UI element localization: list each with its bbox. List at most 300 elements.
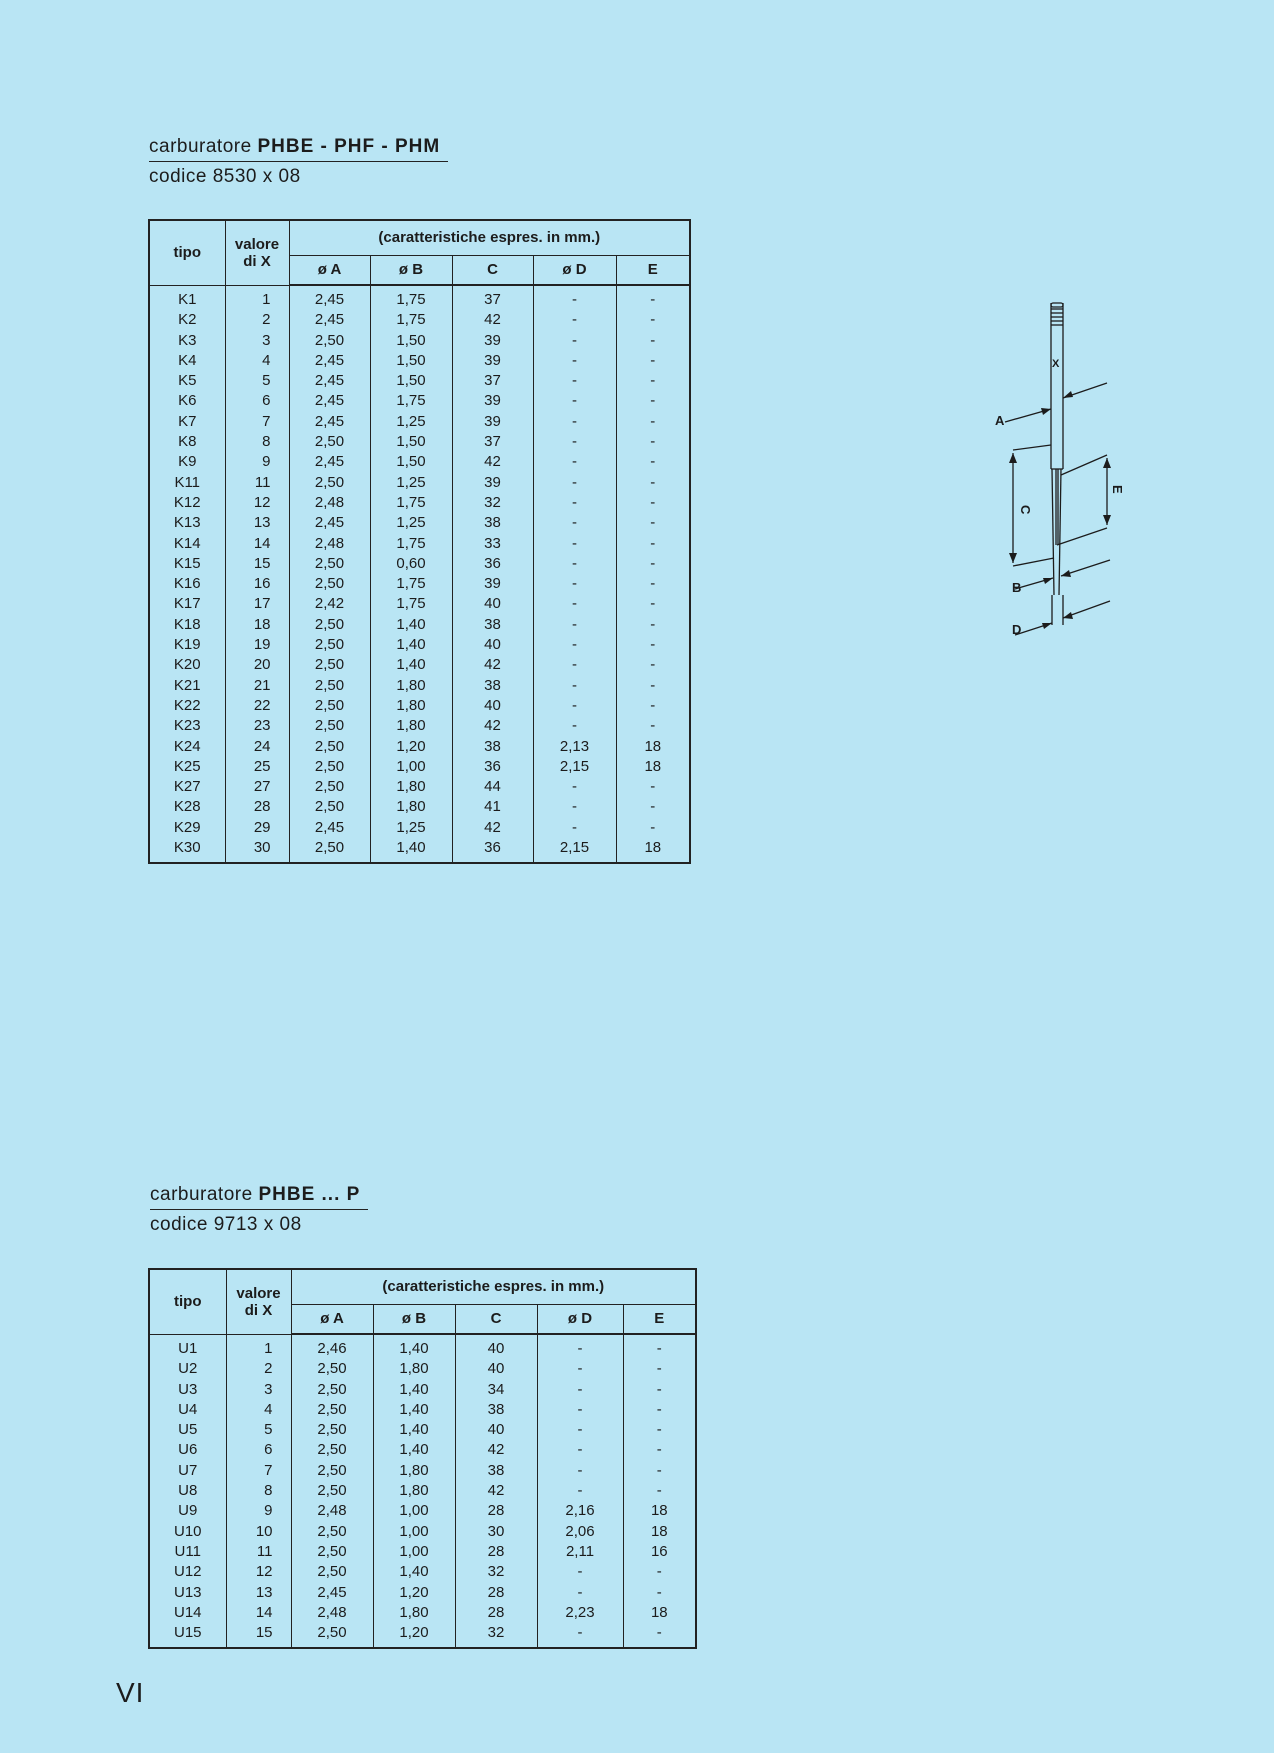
cell-valore-x: 11 — [225, 473, 289, 493]
cell-tipo: K9 — [149, 452, 225, 472]
cell-valore-x: 25 — [225, 757, 289, 777]
header-c: C — [455, 1304, 537, 1334]
cell-c: 28 — [455, 1603, 537, 1623]
cell-a: 2,50 — [289, 737, 370, 757]
cell-e: - — [623, 1400, 696, 1420]
cell-valore-x: 15 — [225, 554, 289, 574]
table-row — [149, 473, 690, 493]
cell-b: 1,40 — [373, 1420, 455, 1440]
cell-tipo: K6 — [149, 391, 225, 411]
needle-table-k — [148, 219, 691, 864]
cell-tipo: K25 — [149, 757, 225, 777]
cell-e: - — [616, 676, 690, 696]
header-b: ø B — [370, 255, 452, 285]
cell-d: - — [537, 1481, 623, 1501]
table-row — [149, 1501, 696, 1521]
cell-c: 41 — [452, 797, 533, 817]
table-row — [149, 391, 690, 411]
cell-tipo: K7 — [149, 412, 225, 432]
cell-e: - — [616, 310, 690, 330]
cell-c: 36 — [452, 838, 533, 863]
cell-c: 36 — [452, 757, 533, 777]
cell-a: 2,45 — [289, 285, 370, 310]
cell-tipo: K11 — [149, 473, 225, 493]
dimension-e — [1057, 455, 1107, 545]
cell-d: 2,23 — [537, 1603, 623, 1623]
cell-a: 2,50 — [291, 1420, 373, 1440]
cell-b: 1,50 — [370, 331, 452, 351]
cell-valore-x: 14 — [225, 534, 289, 554]
cell-valore-x: 1 — [225, 285, 289, 310]
cell-c: 34 — [455, 1380, 537, 1400]
cell-c: 28 — [455, 1542, 537, 1562]
cell-tipo: U6 — [149, 1440, 226, 1460]
cell-c: 39 — [452, 574, 533, 594]
cell-e: 18 — [616, 757, 690, 777]
header-valore: valore di X — [225, 220, 289, 285]
cell-tipo: U10 — [149, 1522, 226, 1542]
cell-d: - — [533, 797, 616, 817]
cell-a: 2,48 — [289, 493, 370, 513]
cell-e: - — [616, 635, 690, 655]
header-group: (caratteristiche espres. in mm.) — [291, 1269, 696, 1304]
cell-d: - — [533, 574, 616, 594]
table-row — [149, 797, 690, 817]
cell-a: 2,50 — [291, 1542, 373, 1562]
page-number: VI — [116, 1677, 145, 1708]
cell-a: 2,50 — [291, 1481, 373, 1501]
cell-c: 44 — [452, 777, 533, 797]
cell-c: 33 — [452, 534, 533, 554]
header-d: ø D — [537, 1304, 623, 1334]
cell-valore-x: 30 — [225, 838, 289, 863]
cell-a: 2,50 — [289, 838, 370, 863]
cell-a: 2,50 — [291, 1562, 373, 1582]
cell-tipo: K29 — [149, 818, 225, 838]
cell-a: 2,45 — [289, 391, 370, 411]
cell-valore-x: 1 — [226, 1334, 291, 1359]
cell-a: 2,48 — [291, 1501, 373, 1521]
cell-c: 38 — [455, 1461, 537, 1481]
cell-valore-x: 16 — [225, 574, 289, 594]
cell-b: 1,80 — [373, 1359, 455, 1379]
cell-c: 42 — [455, 1481, 537, 1501]
cell-d: - — [533, 493, 616, 513]
cell-tipo: U9 — [149, 1501, 226, 1521]
cell-b: 1,00 — [370, 757, 452, 777]
cell-c: 38 — [452, 513, 533, 533]
cell-tipo: K16 — [149, 574, 225, 594]
table-row — [149, 1522, 696, 1542]
cell-e: 18 — [623, 1501, 696, 1521]
cell-d: - — [533, 285, 616, 310]
cell-a: 2,50 — [291, 1400, 373, 1420]
table-row — [149, 1623, 696, 1648]
cell-e: - — [616, 574, 690, 594]
header-a: ø A — [289, 255, 370, 285]
table-row — [149, 1440, 696, 1460]
cell-e: 16 — [623, 1542, 696, 1562]
cell-c: 42 — [452, 452, 533, 472]
cell-e: - — [616, 412, 690, 432]
cell-d: - — [537, 1461, 623, 1481]
table-row — [149, 554, 690, 574]
cell-a: 2,50 — [289, 777, 370, 797]
cell-tipo: K5 — [149, 371, 225, 391]
table-row — [149, 452, 690, 472]
table-row — [149, 371, 690, 391]
table-row — [149, 1359, 696, 1379]
cell-e: - — [616, 594, 690, 614]
cell-c: 37 — [452, 371, 533, 391]
cell-b: 1,50 — [370, 351, 452, 371]
cell-a: 2,50 — [289, 635, 370, 655]
cell-tipo: U13 — [149, 1583, 226, 1603]
cell-b: 1,80 — [373, 1481, 455, 1501]
cell-e: - — [616, 351, 690, 371]
label-d: D — [1012, 622, 1022, 637]
cell-tipo: K20 — [149, 655, 225, 675]
cell-b: 1,20 — [373, 1623, 455, 1648]
table-row — [149, 285, 690, 310]
cell-d: 2,16 — [537, 1501, 623, 1521]
cell-a: 2,45 — [289, 310, 370, 330]
table-row — [149, 1420, 696, 1440]
cell-tipo: K19 — [149, 635, 225, 655]
table-row — [149, 310, 690, 330]
cell-d: - — [537, 1562, 623, 1582]
dimension-d — [1015, 595, 1110, 635]
cell-d: - — [533, 432, 616, 452]
table-row — [149, 676, 690, 696]
cell-e: - — [616, 391, 690, 411]
cell-a: 2,50 — [289, 574, 370, 594]
cell-e: 18 — [623, 1522, 696, 1542]
cell-d: - — [533, 371, 616, 391]
cell-c: 40 — [452, 696, 533, 716]
table-row — [149, 594, 690, 614]
cell-tipo: K13 — [149, 513, 225, 533]
table-row — [149, 696, 690, 716]
label-b: B — [1012, 580, 1022, 595]
cell-b: 1,25 — [370, 818, 452, 838]
cell-c: 40 — [455, 1420, 537, 1440]
cell-d: 2,11 — [537, 1542, 623, 1562]
section1-code: codice 8530 x 08 — [149, 166, 301, 187]
table-row — [149, 493, 690, 513]
cell-a: 2,50 — [289, 716, 370, 736]
cell-e: - — [616, 432, 690, 452]
cell-c: 42 — [452, 716, 533, 736]
dimension-b — [1015, 560, 1110, 589]
cell-valore-x: 5 — [226, 1420, 291, 1440]
cell-tipo: U5 — [149, 1420, 226, 1440]
cell-a: 2,45 — [289, 513, 370, 533]
cell-d: - — [537, 1440, 623, 1460]
cell-b: 1,40 — [373, 1562, 455, 1582]
cell-b: 1,40 — [370, 655, 452, 675]
cell-valore-x: 7 — [226, 1461, 291, 1481]
cell-d: - — [533, 696, 616, 716]
cell-valore-x: 4 — [226, 1400, 291, 1420]
cell-a: 2,45 — [289, 371, 370, 391]
dimension-a — [1005, 383, 1107, 422]
label-x: X — [1052, 358, 1060, 370]
cell-valore-x: 7 — [225, 412, 289, 432]
cell-e: - — [616, 473, 690, 493]
cell-b: 1,25 — [370, 513, 452, 533]
cell-e: - — [616, 716, 690, 736]
cell-d: - — [533, 391, 616, 411]
cell-b: 1,40 — [370, 615, 452, 635]
cell-b: 1,40 — [373, 1440, 455, 1460]
table-row — [149, 1334, 696, 1359]
cell-b: 1,80 — [370, 676, 452, 696]
header-b: ø B — [373, 1304, 455, 1334]
cell-c: 38 — [455, 1400, 537, 1420]
cell-b: 1,80 — [370, 696, 452, 716]
cell-d: 2,15 — [533, 838, 616, 863]
cell-valore-x: 24 — [225, 737, 289, 757]
cell-b: 1,75 — [370, 534, 452, 554]
cell-valore-x: 8 — [225, 432, 289, 452]
cell-a: 2,48 — [291, 1603, 373, 1623]
cell-a: 2,45 — [289, 818, 370, 838]
section1-models: PHBE - PHF - PHM — [257, 136, 441, 157]
cell-d: - — [533, 676, 616, 696]
cell-a: 2,50 — [291, 1522, 373, 1542]
cell-b: 1,80 — [373, 1603, 455, 1623]
cell-e: - — [623, 1583, 696, 1603]
cell-c: 32 — [455, 1562, 537, 1582]
cell-b: 1,40 — [373, 1380, 455, 1400]
cell-valore-x: 18 — [225, 615, 289, 635]
label-c: C — [1018, 505, 1033, 515]
cell-c: 32 — [452, 493, 533, 513]
cell-d: - — [533, 818, 616, 838]
cell-valore-x: 6 — [225, 391, 289, 411]
cell-b: 1,20 — [370, 737, 452, 757]
cell-b: 1,75 — [370, 574, 452, 594]
section2-title: carburatore PHBE ... P — [150, 1184, 368, 1210]
header-e: E — [616, 255, 690, 285]
cell-tipo: K8 — [149, 432, 225, 452]
cell-tipo: U8 — [149, 1481, 226, 1501]
cell-c: 38 — [452, 615, 533, 635]
cell-e: - — [623, 1461, 696, 1481]
cell-valore-x: 23 — [225, 716, 289, 736]
cell-c: 40 — [452, 635, 533, 655]
cell-d: - — [533, 351, 616, 371]
cell-d: 2,13 — [533, 737, 616, 757]
cell-valore-x: 20 — [225, 655, 289, 675]
cell-b: 1,50 — [370, 371, 452, 391]
cell-e: - — [623, 1440, 696, 1460]
cell-e: - — [623, 1420, 696, 1440]
cell-e: 18 — [623, 1603, 696, 1623]
header-d: ø D — [533, 255, 616, 285]
cell-d: - — [533, 635, 616, 655]
cell-b: 1,00 — [373, 1522, 455, 1542]
cell-b: 1,25 — [370, 412, 452, 432]
cell-b: 1,75 — [370, 285, 452, 310]
cell-e: - — [623, 1359, 696, 1379]
cell-c: 42 — [455, 1440, 537, 1460]
cell-d: 2,15 — [533, 757, 616, 777]
cell-c: 32 — [455, 1623, 537, 1648]
cell-d: - — [537, 1623, 623, 1648]
cell-tipo: K24 — [149, 737, 225, 757]
needle-diagram — [985, 295, 1135, 655]
table-row — [149, 737, 690, 757]
cell-e: 18 — [616, 838, 690, 863]
table-row — [149, 838, 690, 863]
cell-c: 28 — [455, 1501, 537, 1521]
cell-c: 30 — [455, 1522, 537, 1542]
cell-b: 1,40 — [373, 1334, 455, 1359]
cell-c: 42 — [452, 818, 533, 838]
cell-tipo: U4 — [149, 1400, 226, 1420]
cell-b: 1,50 — [370, 452, 452, 472]
cell-tipo: U11 — [149, 1542, 226, 1562]
header-a: ø A — [291, 1304, 373, 1334]
cell-tipo: K27 — [149, 777, 225, 797]
cell-b: 1,00 — [373, 1542, 455, 1562]
needle-shaft — [1051, 303, 1063, 595]
label-a: A — [995, 413, 1005, 428]
table-row — [149, 432, 690, 452]
cell-e: - — [616, 493, 690, 513]
table-row — [149, 716, 690, 736]
cell-valore-x: 3 — [225, 331, 289, 351]
cell-a: 2,50 — [289, 473, 370, 493]
table-body — [149, 1334, 696, 1648]
table-row — [149, 1603, 696, 1623]
cell-d: - — [533, 310, 616, 330]
table-row — [149, 818, 690, 838]
cell-b: 1,50 — [370, 432, 452, 452]
cell-valore-x: 13 — [226, 1583, 291, 1603]
cell-e: - — [616, 818, 690, 838]
cell-tipo: K23 — [149, 716, 225, 736]
table-row — [149, 1461, 696, 1481]
cell-tipo: K2 — [149, 310, 225, 330]
cell-a: 2,50 — [289, 331, 370, 351]
cell-tipo: U3 — [149, 1380, 226, 1400]
cell-a: 2,50 — [289, 696, 370, 716]
cell-b: 1,25 — [370, 473, 452, 493]
cell-tipo: K18 — [149, 615, 225, 635]
cell-tipo: K14 — [149, 534, 225, 554]
table-row — [149, 635, 690, 655]
cell-b: 1,80 — [370, 797, 452, 817]
cell-tipo: U2 — [149, 1359, 226, 1379]
cell-c: 39 — [452, 412, 533, 432]
cell-valore-x: 5 — [225, 371, 289, 391]
cell-d: - — [533, 534, 616, 554]
section2-heading — [150, 1184, 368, 1236]
cell-b: 1,80 — [370, 777, 452, 797]
cell-c: 42 — [452, 310, 533, 330]
cell-d: - — [537, 1400, 623, 1420]
cell-a: 2,50 — [291, 1623, 373, 1648]
cell-a: 2,50 — [289, 797, 370, 817]
cell-e: - — [623, 1380, 696, 1400]
cell-e: - — [616, 554, 690, 574]
cell-e: - — [616, 696, 690, 716]
table-row — [149, 1380, 696, 1400]
cell-d: - — [533, 554, 616, 574]
table-row — [149, 513, 690, 533]
cell-b: 1,40 — [373, 1400, 455, 1420]
cell-d: - — [537, 1380, 623, 1400]
cell-e: - — [616, 331, 690, 351]
cell-b: 1,75 — [370, 310, 452, 330]
cell-d: - — [533, 412, 616, 432]
header-tipo: tipo — [149, 1269, 226, 1334]
cell-a: 2,45 — [289, 412, 370, 432]
cell-a: 2,46 — [291, 1334, 373, 1359]
cell-a: 2,50 — [291, 1380, 373, 1400]
cell-valore-x: 21 — [225, 676, 289, 696]
cell-valore-x: 28 — [225, 797, 289, 817]
cell-b: 1,40 — [370, 838, 452, 863]
cell-tipo: K3 — [149, 331, 225, 351]
table-row — [149, 534, 690, 554]
cell-e: - — [616, 655, 690, 675]
cell-d: - — [533, 473, 616, 493]
cell-tipo: U12 — [149, 1562, 226, 1582]
cell-c: 38 — [452, 737, 533, 757]
table-row — [149, 615, 690, 635]
table-row — [149, 574, 690, 594]
cell-c: 28 — [455, 1583, 537, 1603]
cell-d: - — [533, 716, 616, 736]
header-e: E — [623, 1304, 696, 1334]
cell-a: 2,50 — [289, 655, 370, 675]
cell-d: - — [537, 1334, 623, 1359]
cell-e: - — [623, 1623, 696, 1648]
table-row — [149, 777, 690, 797]
cell-a: 2,48 — [289, 534, 370, 554]
cell-valore-x: 9 — [225, 452, 289, 472]
cell-tipo: K15 — [149, 554, 225, 574]
cell-e: - — [623, 1481, 696, 1501]
cell-e: - — [616, 797, 690, 817]
cell-valore-x: 3 — [226, 1380, 291, 1400]
table-row — [149, 1542, 696, 1562]
needle-thread — [1051, 303, 1063, 325]
table-row — [149, 757, 690, 777]
cell-d: - — [533, 777, 616, 797]
cell-tipo: K22 — [149, 696, 225, 716]
cell-a: 2,50 — [291, 1359, 373, 1379]
cell-tipo: K12 — [149, 493, 225, 513]
cell-e: - — [623, 1562, 696, 1582]
cell-valore-x: 2 — [226, 1359, 291, 1379]
cell-c: 42 — [452, 655, 533, 675]
section1-heading — [149, 136, 448, 188]
cell-valore-x: 19 — [225, 635, 289, 655]
cell-c: 37 — [452, 285, 533, 310]
cell-d: 2,06 — [537, 1522, 623, 1542]
header-c: C — [452, 255, 533, 285]
cell-c: 39 — [452, 473, 533, 493]
cell-valore-x: 10 — [226, 1522, 291, 1542]
cell-valore-x: 14 — [226, 1603, 291, 1623]
cell-valore-x: 12 — [225, 493, 289, 513]
cell-tipo: K4 — [149, 351, 225, 371]
